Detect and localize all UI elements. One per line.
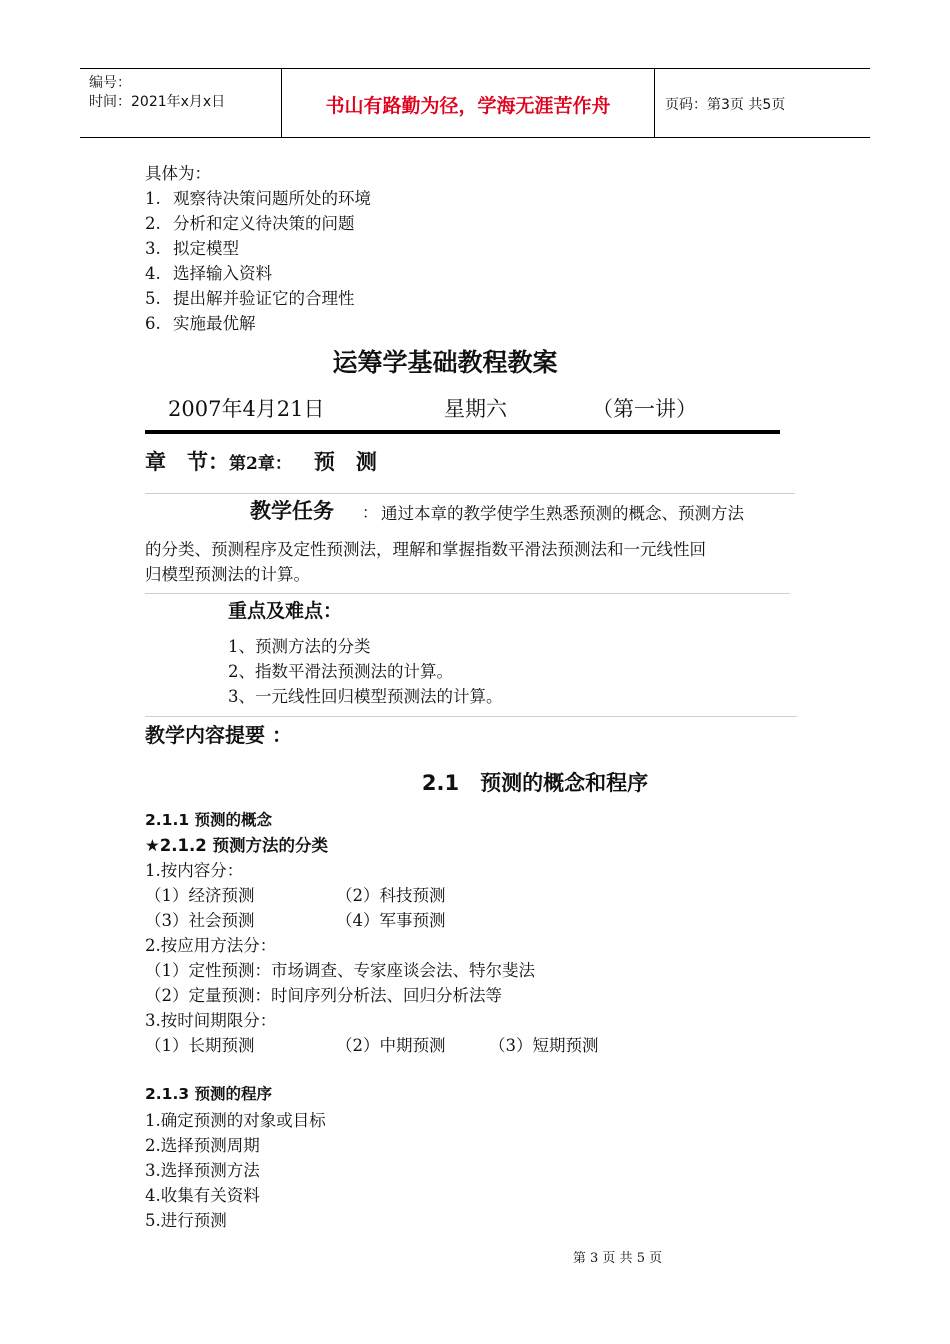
header-motto: 书山有路勤为径，学海无涯苦作舟 [325,95,611,117]
procedure-step: 1.确定预测的对象或目标 [145,1111,326,1130]
lesson-date: 2007年4月21日 [168,397,325,421]
intro-step: 1. 观察待决策问题所处的环境 [145,189,371,208]
list-item: （3）社会预测 [145,911,255,930]
procedure-step: 5.进行预测 [145,1211,227,1230]
lecture-number: （第一讲） [592,397,697,421]
intro-step: 3. 拟定模型 [145,239,239,258]
list-item: （2）中期预测 [336,1036,446,1055]
list-item: （1）经济预测 [145,886,255,905]
chapter-number: 第2章： [229,454,292,474]
divider [145,716,797,717]
header-left-cell [80,69,282,137]
document-title: 运筹学基础教程教案 [332,348,558,377]
subsection-2-1-1: 2.1.1 预测的概念 [145,811,273,829]
list-item: （3）短期预测 [489,1036,599,1055]
task-label: 教学任务 [250,499,334,523]
key-point-item: 3、一元线性回归模型预测法的计算。 [228,687,503,706]
header-right-cell [655,69,870,137]
procedure-step: 4.收集有关资料 [145,1186,260,1205]
chapter-label: 章 节： [145,450,229,474]
key-point-item: 1、预测方法的分类 [228,637,371,656]
divider [145,593,790,594]
chapter-name: 预 测 [313,450,377,474]
intro-label: 具体为： [145,164,211,183]
subsection-2-1-3: 2.1.3 预测的程序 [145,1085,273,1103]
header-time: 时间：2021年x月x日 [89,94,226,110]
title-rule [145,430,780,434]
by-time-label: 3.按时间期限分： [145,1011,277,1030]
procedure-step: 2.选择预测周期 [145,1136,260,1155]
divider [145,493,795,494]
section-title: 2.1 预测的概念和程序 [421,771,649,795]
outline-label: 教学内容提要 ： [145,723,292,747]
list-item: （2）定量预测：时间序列分析法、回归分析法等 [145,986,502,1005]
intro-step: 6. 实施最优解 [145,314,256,333]
procedure-step: 3.选择预测方法 [145,1161,260,1180]
intro-step: 5. 提出解并验证它的合理性 [145,289,355,308]
key-points-label: 重点及难点： [228,600,343,622]
lesson-weekday: 星期六 [444,397,507,421]
list-item: （2）科技预测 [336,886,446,905]
header-center-cell [282,69,655,137]
task-text-line1: 通过本章的教学使学生熟悉预测的概念、预测方法 [381,504,744,523]
header-table [80,68,870,138]
list-item: （1）定性预测：市场调查、专家座谈会法、特尔斐法 [145,961,535,980]
list-item: （1）长期预测 [145,1036,255,1055]
task-colon: ： [362,503,379,522]
by-content-label: 1.按内容分： [145,861,244,880]
header-page-number: 页码：第3页 共5页 [665,97,786,113]
task-text-line3: 归模型预测法的计算。 [145,565,310,584]
chapter-line [145,446,377,476]
key-point-item: 2、指数平滑法预测法的计算。 [228,662,453,681]
subsection-2-1-2: ★2.1.2 预测方法的分类 [145,836,329,855]
intro-step: 4. 选择输入资料 [145,264,272,283]
task-text-line2: 的分类、预测程序及定性预测法，理解和掌握指数平滑法预测法和一元线性回 [145,540,706,559]
list-item: （4）军事预测 [336,911,446,930]
by-method-label: 2.按应用方法分： [145,936,277,955]
serial-number: 编号： [89,75,131,91]
page-footer: 第 3 页 共 5 页 [572,1251,663,1266]
intro-step: 2. 分析和定义待决策的问题 [145,214,355,233]
